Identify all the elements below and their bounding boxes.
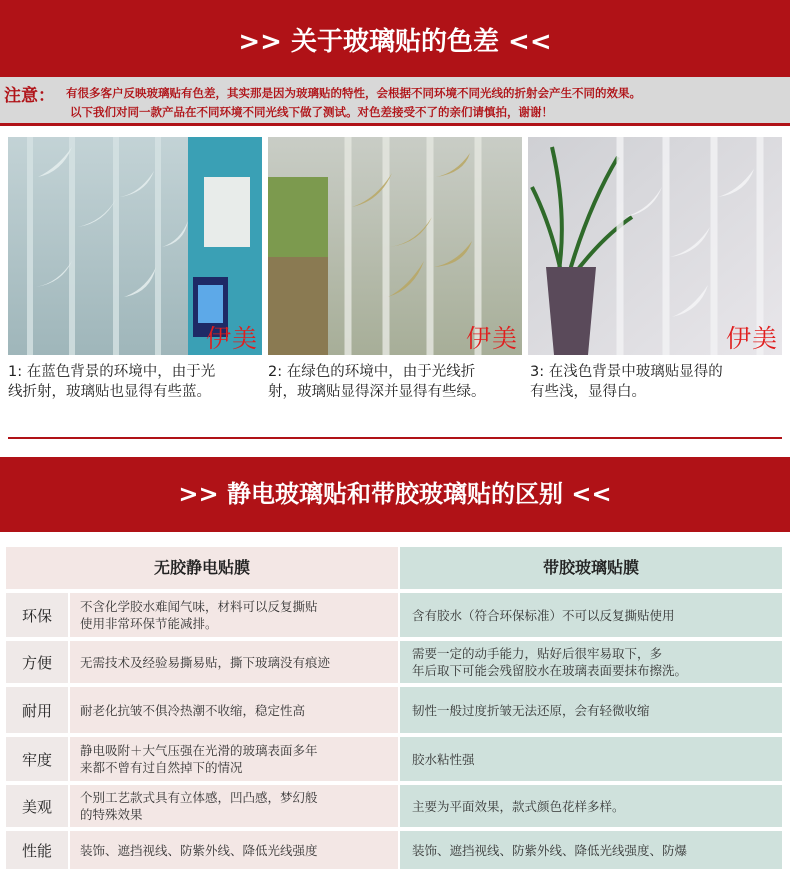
photo-brand-mark: 伊美 <box>205 324 258 353</box>
adhesive-film-cell: 含有胶水（符合环保标准）不可以反复撕贴使用 <box>400 593 782 637</box>
adhesive-film-cell: 胶水粘性强 <box>400 737 782 781</box>
photo-caption-3: 3: 在浅色背景中玻璃贴显得的 有些浅，显得白。 <box>530 364 723 400</box>
color-difference-title: >> 关于玻璃贴的色差 << <box>238 27 552 57</box>
adhesive-film-cell: 韧性一般过度折皱无法还原，会有轻微收缩 <box>400 687 782 733</box>
table-row <box>6 785 782 827</box>
row-key: 美观 <box>6 785 68 827</box>
notice-line-1: 有很多客户反映玻璃贴有色差，其实那是因为玻璃贴的特性，会根据不同环境不同光线的折射会产生不同的效果。 <box>66 86 641 100</box>
static-film-cell: 装饰、遮挡视线、防紫外线、降低光线强度 <box>70 831 398 869</box>
comparison-title: >> 静电玻璃贴和带胶玻璃贴的区别 << <box>178 480 612 508</box>
adhesive-film-cell: 主要为平面效果，款式颜色花样多样。 <box>400 785 782 827</box>
static-film-cell: 耐老化抗皱不俱冷热潮不收缩，稳定性高 <box>70 687 398 733</box>
column-header-adhesive-film: 带胶玻璃贴膜 <box>400 547 782 589</box>
adhesive-film-cell: 装饰、遮挡视线、防紫外线、降低光线强度、防爆 <box>400 831 782 869</box>
table-row <box>6 687 782 733</box>
photo-blue-environment <box>8 137 262 355</box>
row-key: 耐用 <box>6 687 68 733</box>
notice-line-2: 以下我们对同一款产品在不同环境不同光线下做了测试。对色差接受不了的亲们请慎拍，谢谢！ <box>70 105 553 119</box>
photo-brand-mark: 伊美 <box>465 324 518 353</box>
table-row <box>6 641 782 683</box>
photo-light-environment <box>528 137 782 355</box>
color-difference-banner <box>0 0 790 77</box>
comparison-banner <box>0 457 790 532</box>
photo-caption-1: 1: 在蓝色背景的环境中，由于光 线折射，玻璃贴也显得有些蓝。 <box>8 364 216 400</box>
row-key: 牢度 <box>6 737 68 781</box>
static-film-cell: 静电吸附＋大气压强在光滑的玻璃表面多年 来都不曾有过自然掉下的情况 <box>70 737 398 781</box>
static-film-cell: 不含化学胶水难闻气味，材料可以反复撕贴 使用非常环保节能减排。 <box>70 593 398 637</box>
static-film-cell: 无需技术及经验易撕易贴，撕下玻璃没有痕迹 <box>70 641 398 683</box>
column-header-static-film: 无胶静电贴膜 <box>6 547 398 589</box>
row-key: 性能 <box>6 831 68 869</box>
table-row <box>6 831 782 869</box>
table-row <box>6 593 782 637</box>
row-key: 方便 <box>6 641 68 683</box>
photo-caption-2: 2: 在绿色的环境中，由于光线折 射，玻璃贴显得深并显得有些绿。 <box>268 364 486 400</box>
notice-label: 注意： <box>4 86 55 106</box>
notice-box <box>0 77 790 126</box>
photo-brand-mark: 伊美 <box>725 324 778 353</box>
row-key: 环保 <box>6 593 68 637</box>
section-divider <box>8 437 782 439</box>
static-film-cell: 个别工艺款式具有立体感，凹凸感，梦幻般 的特殊效果 <box>70 785 398 827</box>
photo-green-environment <box>268 137 522 355</box>
table-row <box>6 737 782 781</box>
adhesive-film-cell: 需要一定的动手能力，贴好后很牢易取下，多 年后取下可能会残留胶水在玻璃表面要抹布擦洗。 <box>400 641 782 683</box>
